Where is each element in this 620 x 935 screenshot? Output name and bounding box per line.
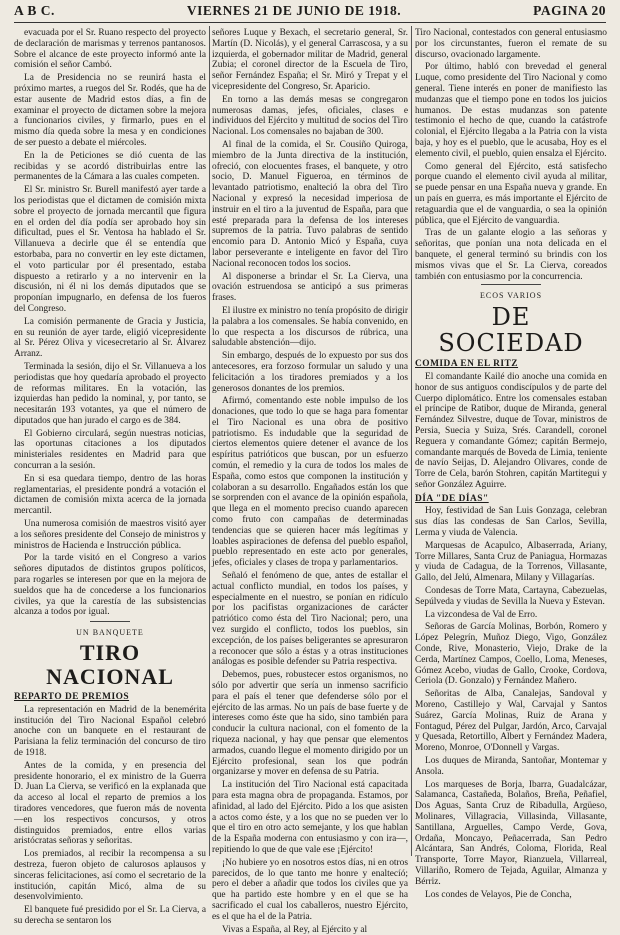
paragraph: Sin embargo, después de lo expuesto por sus dos antecesores, era forzoso formular un saludo y una felicitación a los tiradores premiados y a los generosos donantes de los premios. <box>212 351 408 394</box>
paragraph: En la de Peticiones se dió cuenta de las recibidas y se acordó distribuirlas entre las permanentes de la Cámara a las cuales competen. <box>14 150 206 183</box>
paragraph: Por último, habló con brevedad el general Luque, como presidente del Tiro Nacional y como general. Tiene interés en poner de manifiesto las mudanzas que el tiempo pone en todos los juicios humanos. De estas mudanzas son patente testimonio el hecho de que, cuando la catástrofe colonial, el Ejército llegaba a la Patria con la vista baja, y hoy es el pueblo, que le acusaba, Hoy es el elemento civil, el pueblo, quien ensalza el Ejército. <box>415 62 607 159</box>
paragraph: Como general del Ejército, está satisfecho porque cuando el elemento civil ayuda al militar, se puede pensar en una España nueva y grande. En un país en guerra, es más importante el Ejército de retaguardia que el de vanguardia, o sea la opinión pública, que el Ejército de vanguardia. <box>415 161 607 226</box>
header-left: A B C. <box>14 3 55 18</box>
paragraph: En torno a las demás mesas se congregaron numerosas damas, jefes, oficiales, clases e individuos del Ejército y multitud de socios del Tiro Nacional. Los comensales no bajaban de 300. <box>212 94 408 138</box>
paragraph: El Sr. ministro Sr. Burell manifestó ayer tarde a los periodistas que el dictamen de comisión mixta sobre el proyecto de jornada mercantil que figura en el orden del día podía ser aprobado hoy sin dificultad, pues el Sr. Ventosa ha hablado el Sr. Villanueva a decirle que él se entendía que estorbaba, para no convertir en ley este dictamen, el voto particular por él presentado, estaba dispuesto a retirarlo y a no intervenir en la discusión, ni él ni los demás diputados que se proponían impugnarlo, en defensa de los fueros del Congreso. <box>14 185 206 314</box>
paragraph: Antes de la comida, y en presencia del presidente honorario, el ex ministro de la Guerra D. Juan La Cierva, se verificó en la explanada que da acceso al local el reparto de premios a los tiradores vencedores, que fueron más de noventa—en los respectivos concursos, y otros distinguidos premiados, entre ellos varias aristócratas señoras y señoritas. <box>14 760 206 847</box>
paragraph: evacuada por el Sr. Ruano respecto del proyecto de declaración de marismas y terrenos pantanosos. Sobre el alcance de este proyecto informó ante la comisión el señor Cambó. <box>14 28 206 71</box>
paragraph: La representación en Madrid de la benemérita institución del Tiro Nacional Español celebró anoche con un banquete en el restaurant de Parisiana la feliz terminación del concurso de tiro de 1918. <box>14 704 206 759</box>
paragraph: Hoy, festividad de San Luis Gonzaga, celebran sus días las condesas de San Carlos, Sevilla, Lerma y viuda de Valencia. <box>415 506 607 539</box>
paragraph: Terminada la sesión, dijo el Sr. Villanueva a los periodistas que hoy quedaría aprobado el proyecto de reformas militares. En la votación, las izquierdas han pedido la nominal, y, por tanto, se necesitarán 193 votantes, ya que el número de diputados que han jurado el cargo es de 384. <box>14 361 206 426</box>
paragraph: señores Luque y Bexach, el secretario general, Sr. Martín (D. Nicolás), y el general Carrascosa, y a su izquierda, el gobernador militar de Madrid, general Zubia; el coronel director de la Escuela de Tiro, señor Fernández España; el Sr. Miró y Trepat y el vicepresidente del Congreso, Sr. Aparicio. <box>212 28 408 92</box>
paragraph: Los condes de Velayos, Pie de Concha, <box>425 889 572 900</box>
paragraph: El comandante Kailé dio anoche una comida en honor de sus antiguos condiscípulos y de parte del Cuerpo diplomático. Entre los comensales estaban el príncipe de Ratibor, duque de Miranda, general Fernández Silvestre, duque de Tovar, ministros de Persia, Suecia y Suiza, Srés. Carandell, coronel Reguera y comandante Gómez; capitán Bermejo, comandante marqués de Boveda de Limia, teniente de navío Seijas, D. Alejandro Olivares, conde de Torre de Cela, barón Stohren, capitán Martitegui y señor González Aguirre. <box>415 371 607 490</box>
paragraph: Señoras de García Molinas, Borbón, Romero y López Pelegrín, Muñoz Diego, Vigo, González Conde, Rive, Monasterio, Viejo, Drake de la Cerda, Martínez Campos, Coello, Loma, Meneses, Gómez Acebo, viudas de Gallo, Crooke, Cordova, Ceriola (D. Gonzalo) y Fernández Mañero. <box>415 622 607 687</box>
paragraph: Tiro Nacional, contestados con general entusiasmo por los circunstantes, fueron el remate de su discurso, ovacionado largamente. <box>415 28 607 60</box>
column-3 <box>415 28 607 900</box>
ritz-subhead: COMIDA EN EL RITZ <box>415 359 519 370</box>
saints-day-subhead: DÍA "DE DÍAS" <box>415 493 489 504</box>
society-headline: DE SOCIEDAD <box>438 303 584 358</box>
paragraph: Vivas a España, al Rey, al Ejército y al <box>222 924 368 935</box>
society-kicker: ECOS VARIOS <box>479 291 543 301</box>
paragraph: El banquete fué presidido por el Sr. La Cierva, a su derecha se sentaron los <box>14 905 206 926</box>
header-center: VIERNES 21 DE JUNIO DE 1918. <box>186 3 402 18</box>
paragraph: Marquesas de Acapulco, Albaserrada, Ariany, Torre Millares, Santa Cruz de Paniagua, Hormazas y viuda de Cadagua, de la Torrenos, Villasante, Gallo, del Jelú, Almenara, Milany y Villagarías. <box>415 540 607 584</box>
column-2 <box>212 28 408 935</box>
paragraph: Debemos, pues, robustecer estos organismos, no sólo por advertir que sería un inmenso sacrificio para el país el tener que defenderse sólo por el ejército de las armas. No un país de base fuerte y de intereses como éste que ha sido, sino también para conducir la cultura nacional, con el fomento de la riqueza nacional, y hay que pensar que elementos armados, cuando llegue el momento dirigido por un Ejército profesional, sean los que podrán organizarse y mover en defensa de su Patria. <box>212 670 408 778</box>
paragraph: Señoritas de Alba, Canalejas, Sandoval y Moreno, Castillejo y Wal, Carvajal y Santos Suárez, García Molinas, Ruiz de Arana y Fontagud, Pérez del Pulgar, Jardón, Arco, Carvajal y Quesada, Retortillo, Albert y Fernández Madera, Moreno, Monroe, O'Donnell y Vargas. <box>415 689 607 754</box>
paragraph: Los marqueses de Borja, Ibarra, Guadalcázar, Salamanca, Castañeda, Bolaños, Breña, Peñafiel, Dos Aguas, Santa Cruz de Ribadulla, Argüeso, Molinares, Villagracia, Villasinda, Villasante, Santillana, Arguelles, Campo Verde, Gova, Ordaña, Moncayo, Peñacerrada, San Pedro Alcántara, San Andrés, Coloma, Florida, Real Transporte, Torre Mayor, Rianzuela, Villarreal, Villariño, Romero de Tejada, Aguilar, Almanza y Bérriz. <box>415 779 607 887</box>
paragraph: Señaló el fenómeno de que, antes de estallar el actual conflicto mundial, en todos los países, y especialmente en el nuestro, se ponían en ridículo por los pacifistas organizaciones de carácter patriótico como ésta del Tiro Nacional; pero, una vez surgido el conflicto, todos los pueblos, sin excepción, de los países beligerantes se apresuraron a reconocer que sólo a éstas y a otras instituciones análogas es posible defender su Patria respectiva. <box>212 571 408 668</box>
banquet-kicker: UN BANQUETE <box>76 628 144 638</box>
ornament-rule <box>14 621 206 622</box>
paragraph: ¡No hubiere yo en nosotros estos días, ni en otros parecidos, de lo que tanto me honre y enaltecíó; pero el deber a añadir que todos los civiles que ya que ha partido este hombre y en el que se ha sacrificado el cual los caballeros, nuestro Ejército, es el que ha el de la Patria. <box>212 857 408 922</box>
paragraph: Una numerosa comisión de maestros visitó ayer a los señores presidente del Consejo de ministros y ministros de Hacienda e Instrucción pública. <box>14 519 206 551</box>
paragraph: Condesas de Torre Mata, Cartayna, Cabezuelas, Sepúlveda y viudas de Sevilla la Nueva y Estevan. <box>415 586 607 607</box>
paragraph: La comisión permanente de Gracia y Justicia, en su reunión de ayer tarde, eligió vicepresidente al Sr. Pérez Oliva y vicesecretario al Sr. Álvarez Arranz. <box>14 316 206 360</box>
page-header <box>14 3 606 21</box>
paragraph: Al disponerse a brindar el Sr. La Cierva, una ovación estruendosa se anticipó a sus primeras frases. <box>212 271 408 304</box>
column-1 <box>14 28 206 926</box>
paragraph: Los duques de Miranda, Santoñar, Montemar y Ansola. <box>415 756 607 777</box>
paragraph: Tras de un galante elogio a las señoras y señoritas, que ponían una nota delicada en el banquete, el general terminó su brindis con los mismos vivas que el Sr. La Cierva, coreados también con entusiasmo por la concurrencia. <box>415 228 607 282</box>
header-right: PAGINA 20 <box>533 3 606 18</box>
banquet-headline: TIRO NACIONAL <box>46 640 174 690</box>
paragraph: Por la tarde visitó en el Congreso a varios señores diputados de distintos grupos políticos, para rogarles se interesen por que en la mejora de sueldos que ha de concederse a los funcionarios civiles, ya que la carestía de las subsistencias alcanza a todos por igual. <box>14 553 206 618</box>
column-divider-1 <box>209 26 210 856</box>
header-rule <box>14 22 606 23</box>
paragraph: El Gobierno circulará, según nuestras noticias, las oportunas citaciones a los diputados ministeriales residentes en Madrid para que concurran a la sesión. <box>14 428 206 472</box>
banquet-subhead: REPARTO DE PREMIOS <box>14 692 130 703</box>
paragraph: Afirmó, comentando este noble impulso de los donaciones, que todo lo que se haga para fomentar el Tiro Nacional es una obra de positivo patriotismo. Es indudable que la seguridad de ciertos elementos quiere detener el avance de los espíritus patrióticos que buscan, por un esfuerzo común, el remedio y la cura de todos los males de España, como estos que componen la institución y colaboran a su desarrollo. Engañados están los que se sorprenden con el avance de la opinión española, que llega en el momento preciso cuando aparecen como fruto con campañas de determinadas tendencias que se quieren hacer más legítimas y loables aspiraciones de defensa del pueblo español, pueblo representado en este acto por generales, jefes, oficiales y clases de tropa y parlamentarios. <box>212 396 408 569</box>
paragraph: En si esa quedara tiempo, dentro de las horas reglamentarias, el presidente pondrá a votación el dictamen de comisión mixta acerca de la jornada mercantil. <box>14 473 206 517</box>
paragraph: Al final de la comida, el Sr. Cousiño Quiroga, miembro de la Junta directiva de la institución, ofreció, con elocuentes frases, el banquete, y otro socio, D. Manuel Figueroa, en términos de levantado patriotismo, enalteció la obra del Tiro Nacional y expresó la necesidad imperiosa de instruir en el tiro a la juventud de España, para que esté preparada para la defensa de los intereses supremos de la patria. Tuvo palabras de sentido encomio para D. Antonio Micó y España, cuya labor perseverante e inteligente en favor del Tiro Nacional reconocen todos los socios. <box>212 139 408 269</box>
paragraph: La vizcondesa de Val de Erro. <box>425 609 538 620</box>
paragraph: La institución del Tiro Nacional está capacitada para esta magna obra de propaganda. Estamos, por afinidad, al lado del Ejército. Pido a los que asisten a actos como éste, y a los que no se pueden ver lo que el tiro en otro acto semejante, y los que hablan de la España moderna con entusiasmo y con ira—, repitiendo lo que de que vale ese ¡Ejército! <box>212 780 408 855</box>
paragraph: El ilustre ex ministro no tenía propósito de dirigir la palabra a los comensales. Se había convenido, en lo que respecta a los discursos de rúbrica, una saludable abstención—dijo. <box>212 305 408 349</box>
paragraph: La de Presidencia no se reunirá hasta el próximo martes, a ruegos del Sr. Rodés, que ha de estar ausente de Madrid estos días, a fin de examinar el proyecto de dictamen sobre la mejora a funcionarios civiles, y firmarlo, pues en el mismo día queda sobre la mesa y en condiciones de ser puesto a debate el miércoles. <box>14 73 206 148</box>
column-divider-2 <box>411 26 412 856</box>
paragraph: Los premiados, al recibir la recompensa a su destreza, fueron objeto de calurosos aplausos y sinceras felicitaciones, así como el secretario de la institución, capitán Micó, alma de su desenvolvimiento. <box>14 849 206 903</box>
section-rule <box>415 284 607 285</box>
